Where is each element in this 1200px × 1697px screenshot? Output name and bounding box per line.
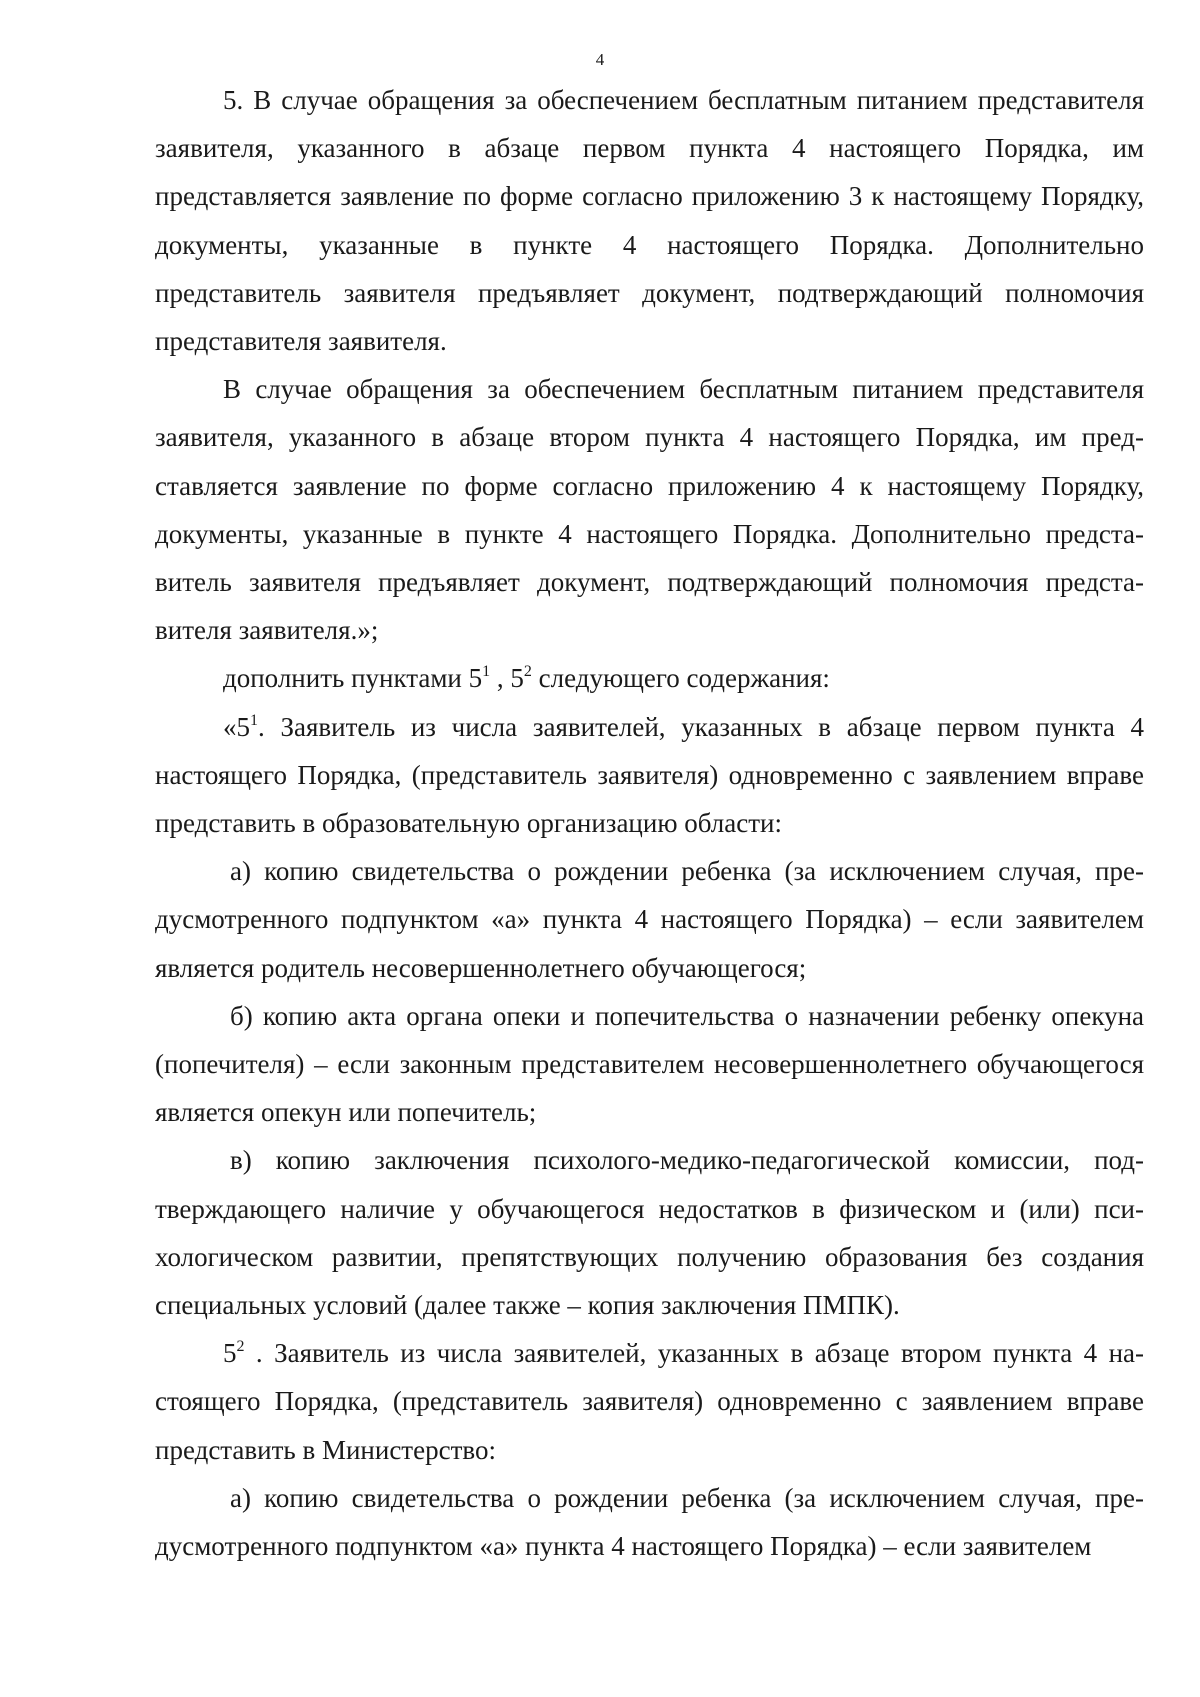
- add-intro-text-mid: , 5: [490, 663, 524, 694]
- paragraph-add-intro: [155, 654, 1144, 702]
- paragraph-5-main: 5. В случае обращения за обеспечением бесплатным питанием представителя заявителя, указанного в абзаце первом пункта 4 настоящего Порядка, им представляется заявление по форме согласно приложению 3 к настоящему Порядку, документы, указанные в пункте 4 настоящего Порядка. Дополнительно представитель заявителя предъявляет документ, подтверждающий полномочия представителя заявителя.: [155, 85, 1144, 357]
- superscript-1: 1: [250, 711, 258, 729]
- paragraph-5-1-item-a: а) копию свидетельства о рождении ребенка (за исключением случая, предусмотренного подпунктом «а» пункта 4 настоящего Порядка) – если заявителем является родитель несовершеннолетнего обучающегося;: [155, 856, 1144, 983]
- paragraph-5-second: В случае обращения за обеспечением бесплатным питанием представителя заявителя, указанного в абзаце втором пункта 4 настоящего Порядка, им представляется заявление по форме согласно приложению 4 к настоящему Порядку, документы, указанные в пункте 4 настоящего Порядка. Дополнительно представитель заявителя предъявляет документ, подтверждающий полномочия представителя заявителя.»;: [155, 374, 1144, 646]
- paragraph-5-1-item-b: б) копию акта органа опеки и попечительства о назначении ребенку опекуна (попечителя) – если законным представителем несовершеннолетнего обучающегося является опекун или попечитель;: [155, 1000, 1144, 1128]
- document-body: [155, 76, 1144, 1570]
- paragraph-5-1: [155, 703, 1144, 848]
- paragraph-5-2-text: . Заявитель из числа заявителей, указанных в абзаце втором пункта 4 настоящего Порядка, (представитель заявителя) одновременно с заявлением вправе представить в Министерство:: [155, 1338, 1144, 1465]
- paragraph-5-2: [155, 1329, 1144, 1474]
- superscript-1: 1: [482, 663, 491, 681]
- add-intro-text-end: следующего содержания:: [531, 663, 830, 694]
- page-number: 4: [595, 50, 605, 69]
- paragraph-5-1-text: . Заявитель из числа заявителей, указанных в абзаце первом пункта 4 настоящего Порядка, (представитель заявителя) одновременно с заявлением вправе представить в образовательную организацию области:: [155, 711, 1144, 839]
- paragraph-5-2-number: 5: [223, 1338, 237, 1369]
- add-intro-text-start: дополнить пунктами 5: [223, 663, 483, 694]
- paragraph-5-1-number: «5: [223, 711, 250, 742]
- paragraph-5-2-item-a: а) копию свидетельства о рождении ребенка (за исключением случая, предусмотренного подпунктом «а» пункта 4 настоящего Порядка) – если заявителем: [155, 1482, 1144, 1562]
- superscript-2: 2: [236, 1338, 245, 1356]
- paragraph-5-1-item-c: в) копию заключения психолого-медико-педагогической комиссии, подтверждающего наличие у обучающегося недостатков в физическом и (или) психологическом развитии, препятствующих получению образования без создания специальных условий (далее также – копия заключения ПМПК).: [155, 1145, 1144, 1321]
- superscript-2: 2: [523, 663, 532, 681]
